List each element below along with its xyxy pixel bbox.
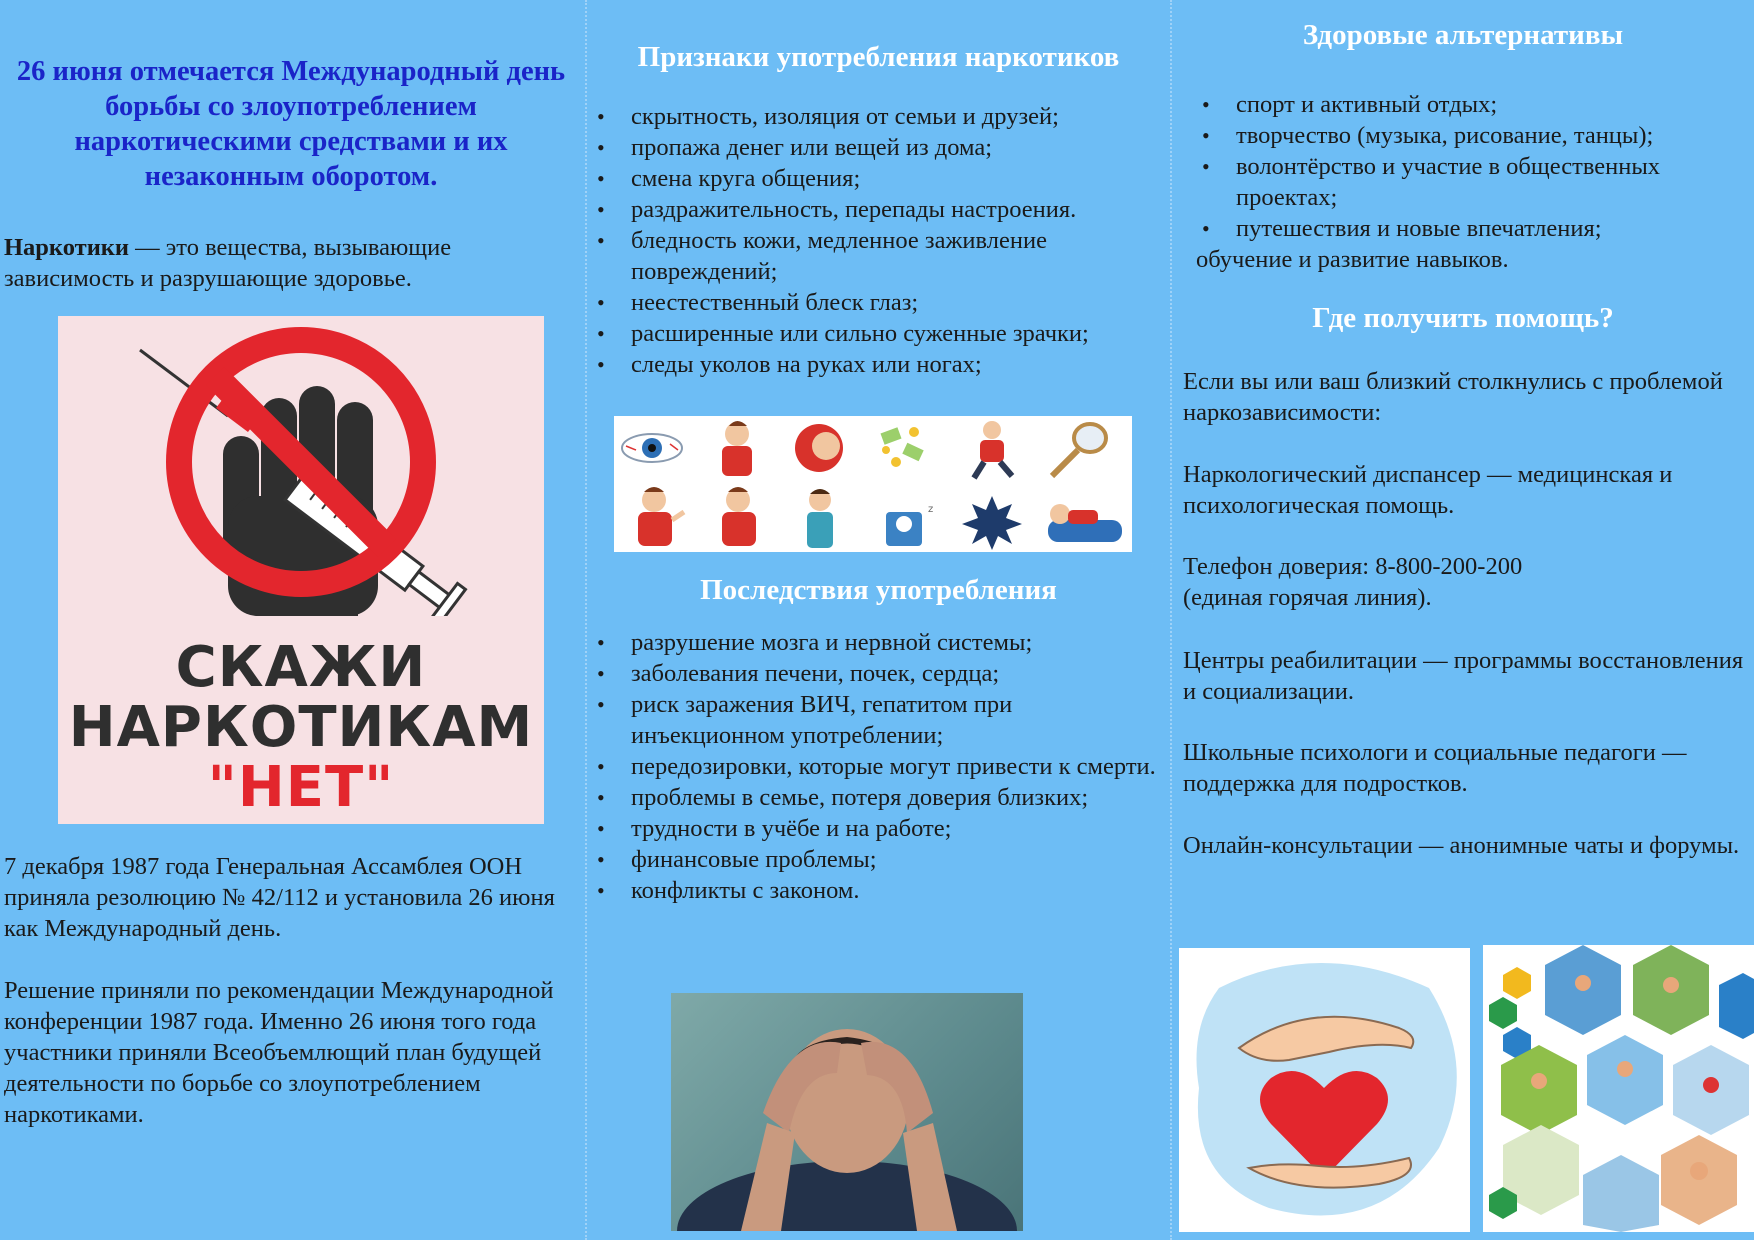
- help-intro: Если вы или ваш близкий столкнулись с проблемой наркозависимости:: [1183, 368, 1723, 426]
- explosion-icon: [962, 496, 1022, 550]
- running-person-icon: [974, 421, 1012, 478]
- signs-heading: Признаки употребления наркотиков: [637, 41, 1120, 73]
- hotline-phone: Телефон доверия: 8-800-200-200: [1183, 553, 1523, 580]
- help-online: Онлайн-консультации — анонимные чаты и форумы.: [1183, 832, 1740, 859]
- column-middle: [587, 0, 1170, 1240]
- arguing-person-icon: [638, 487, 684, 546]
- column-right: [1172, 0, 1754, 1240]
- list-item: • заболевания печени, почек, сердца;: [591, 658, 1166, 689]
- definition-paragraph: [4, 232, 580, 294]
- no-drugs-icon: [58, 316, 544, 616]
- healthy-lifestyle-collage: [1483, 945, 1754, 1232]
- say-no-poster: [58, 316, 544, 824]
- list-item: • творчество (музыка, рисование, танцы);: [1196, 120, 1751, 151]
- list-item: • проблемы в семье, потеря доверия близких;: [591, 782, 1166, 813]
- alternatives-last-line: обучение и развитие навыков.: [1196, 246, 1509, 273]
- poster-text: [58, 635, 544, 820]
- help-hotline: [1183, 551, 1751, 613]
- list-item: • передозировки, которые могут привести к смерти.: [591, 751, 1166, 782]
- sick-person-icon: [722, 487, 756, 546]
- list-item: • спорт и активный отдых;: [1196, 89, 1751, 120]
- list-item: • скрытность, изоляция от семьи и друзей;: [591, 101, 1166, 132]
- list-item: • смена круга общения;: [591, 163, 1166, 194]
- signs-illustration: [614, 416, 1132, 552]
- definition-term: Наркотики: [4, 234, 130, 261]
- list-item: • разрушение мозга и нервной системы;: [591, 627, 1166, 658]
- poster-line-3: "НЕТ": [207, 755, 395, 820]
- list-item: • раздражительность, перепады настроения.: [591, 194, 1166, 225]
- confused-person-icon: [807, 489, 833, 548]
- coughing-person-icon: [722, 421, 752, 476]
- heart-hands-image: [1179, 948, 1470, 1232]
- distressed-man-photo: [671, 993, 1023, 1231]
- list-item: • путешествия и новые впечатления;: [1196, 213, 1751, 244]
- history-paragraph-1: 7 декабря 1987 года Генеральная Ассамблея ООН приняла резолюцию № 42/112 и установила 26 июня как Международный день.: [4, 853, 555, 942]
- consequences-list: [591, 627, 1166, 906]
- list-item: • пропажа денег или вещей из дома;: [591, 132, 1166, 163]
- list-item: • риск заражения ВИЧ, гепатитом при инъекционном употреблении;: [591, 689, 1166, 751]
- poster-line-2: НАРКОТИКАМ: [68, 695, 534, 760]
- weight-scale-icon: [886, 504, 933, 546]
- definition-text: — это вещества, вызывающие зависимость и разрушающие здоровье.: [4, 234, 452, 292]
- red-eye-icon: [622, 434, 682, 462]
- list-item: • неестественный блеск глаз;: [591, 287, 1166, 318]
- list-item: • финансовые проблемы;: [591, 844, 1166, 875]
- alternatives-list: [1196, 89, 1751, 244]
- svg-text:z: z: [928, 504, 934, 515]
- mirror-icon: [1052, 424, 1106, 476]
- list-item: • бледность кожи, медленное заживление повреждений;: [591, 225, 1166, 287]
- poster-line-1: СКАЖИ: [175, 635, 427, 700]
- money-icon: [880, 427, 923, 467]
- list-item: • конфликты с законом.: [591, 875, 1166, 906]
- list-item: • расширенные или сильно суженные зрачки;: [591, 318, 1166, 349]
- list-item: • следы уколов на руках или ногах;: [591, 349, 1166, 380]
- column-left: [0, 0, 585, 1240]
- main-title: 26 июня отмечается Международный день борьбы со злоупотреблением наркотическими средствами и их незаконным оборотом.: [16, 56, 566, 192]
- hotline-note: (единая горячая линия).: [1183, 584, 1432, 611]
- help-school: Школьные психологи и социальные педагоги — поддержка для подростков.: [1183, 739, 1687, 797]
- list-item: • волонтёрство и участие в общественных проектах;: [1196, 151, 1751, 213]
- signs-list: [591, 101, 1166, 380]
- consequences-heading: Последствия употребления: [700, 574, 1057, 606]
- help-heading: Где получить помощь?: [1312, 302, 1614, 334]
- lying-person-icon: [1048, 504, 1122, 542]
- history-paragraph-2: Решение приняли по рекомендации Международной конференции 1987 года. Именно 26 июня того года участники приняли Всеобъемлющий план будущей деятельности по борьбе со злоупотреблением наркотиками.: [4, 977, 554, 1128]
- alternatives-heading: Здоровые альтернативы: [1302, 19, 1624, 51]
- headache-icon: [795, 424, 843, 472]
- help-dispensary: Наркологический диспансер — медицинская и психологическая помощь.: [1183, 461, 1673, 519]
- list-item: • трудности в учёбе и на работе;: [591, 813, 1166, 844]
- help-rehab: Центры реабилитации — программы восстановления и социализации.: [1183, 647, 1744, 705]
